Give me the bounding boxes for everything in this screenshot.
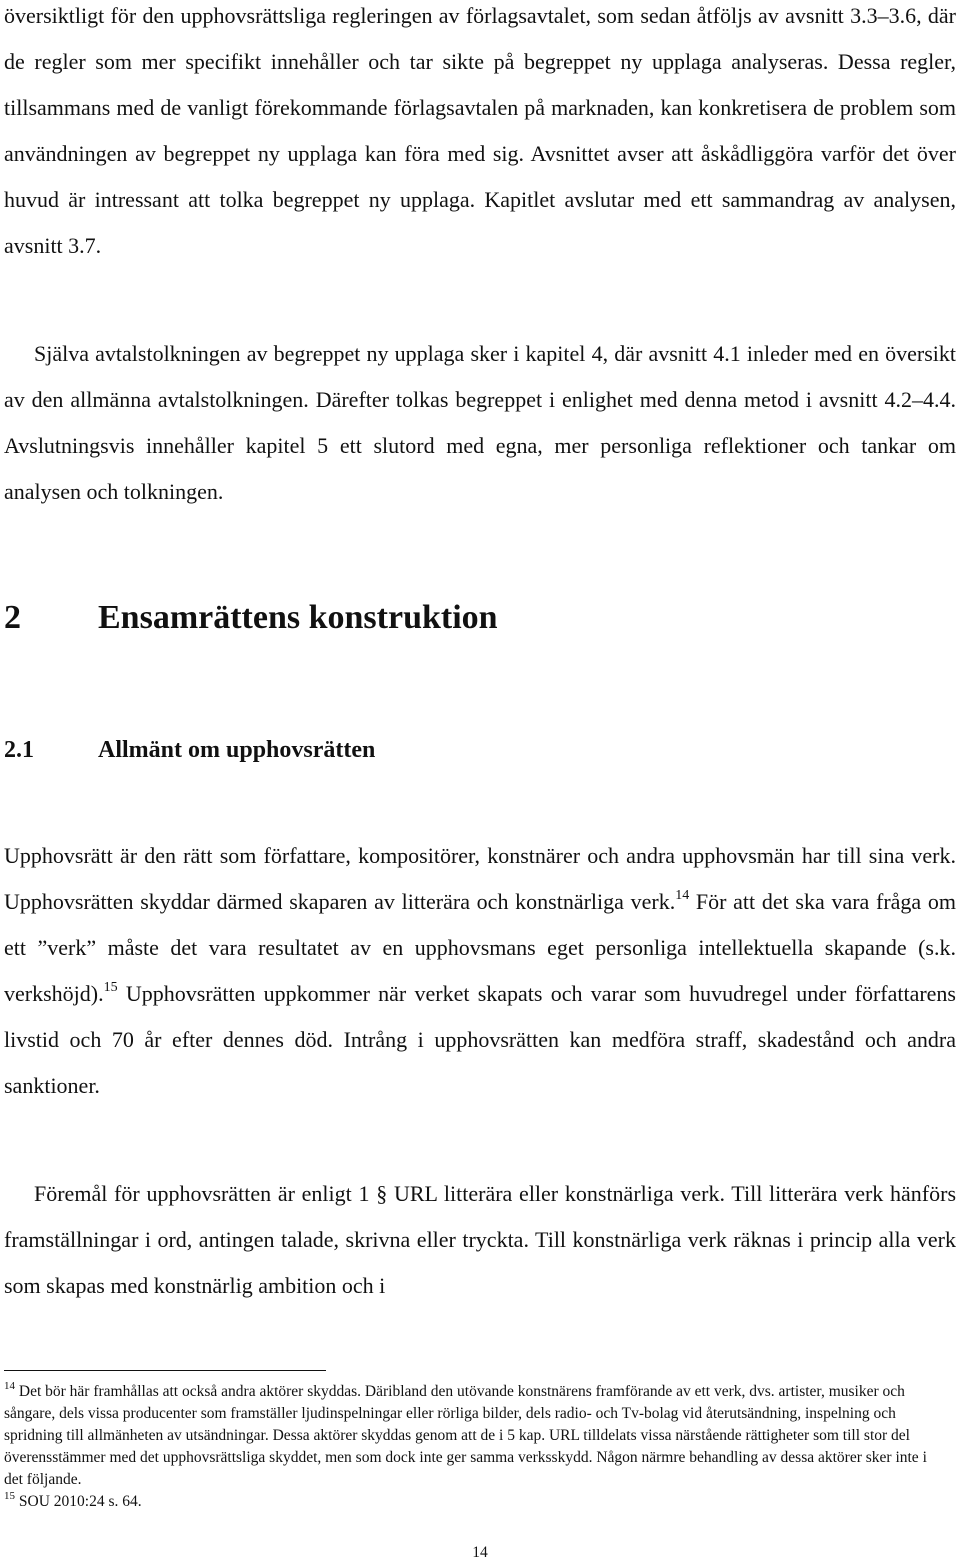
footnote-number: 15 (4, 1490, 15, 1502)
copyright-text-part-1: Upphovsrätt är den rätt som författare, kompositörer, konstnärer och andra upphovsmän har till sina verk. Upphovsrätten skyddar därmed skaparen av litterära och konstnärliga verk. (4, 843, 956, 914)
body-paragraph-subject-matter: Föremål för upphovsrätten är enligt 1 § URL litterära eller konstnärliga verk. Till litterära verk hänförs framställningar i ord, antingen talade, skrivna eller tryckta. Till konstnärliga verk räknas i princip alla verk som skapas med konstnärlig ambition och i (4, 1181, 956, 1298)
section-heading (4, 732, 375, 768)
body-paragraph-copyright (4, 833, 956, 1109)
copyright-text-part-2: För att det ska vara fråga om ett ”verk” måste det vara resultatet av en upphovsmans eget personliga intellektuella skapande (s.k. verkshöjd). (4, 889, 956, 1006)
footnote-reference-15[interactable]: 15 (103, 980, 118, 995)
footnote-separator (4, 1370, 326, 1371)
footnote-15 (4, 1491, 934, 1513)
page-number: 14 (472, 1544, 488, 1561)
footnote-number: 14 (4, 1380, 15, 1392)
footnote-reference-14[interactable]: 14 (675, 888, 690, 903)
copyright-text-part-3: Upphovsrätten uppkommer när verket skapats och varar som huvudregel under författarens livstid och 70 år efter dennes död. Intrång i upphovsrätten kan medföra straff, skadestånd och andra sanktioner. (4, 981, 956, 1098)
footnote-14 (4, 1381, 934, 1491)
chapter-title: Ensamrättens konstruktion (98, 599, 498, 636)
footnotes (4, 1381, 934, 1513)
chapter-number: 2 (4, 599, 21, 636)
footnote-text: Det bör här framhållas att också andra aktörer skyddas. Däribland den utövande konstnärens framförande av ett verk, dvs. artister, musiker och sångare, dels vissa producenter som framställer ljudinspelningar eller rörliga bilder, dels radio- och Tv-bolag vid återutsändning, inspelning och spridning till allmänheten av utsändningar. Dessa aktörer skyddas genom att de i 5 kap. URL tilldelats vissa närstående rättigheter som till stor del överensstämmer med det upphovsrättsliga skyddet, men som dock inte ger samma verksskydd. Någon närmre behandling av dessa aktörer sker inte i det följande. (4, 1383, 927, 1488)
section-number: 2.1 (4, 737, 34, 763)
footnote-text: SOU 2010:24 s. 64. (15, 1493, 142, 1510)
section-title: Allmänt om upphovsrätten (98, 737, 376, 763)
body-paragraph-intro: översiktligt för den upphovsrättsliga regleringen av förlagsavtalet, som sedan åtföljs av avsnitt 3.3–3.6, där de regler som mer specifikt innehåller och tar sikte på begreppet ny upplaga analyseras. Dessa regler, tillsammans med de vanligt förekommande förlagsavtalen på marknaden, kan konkretisera de problem som användningen av begreppet ny upplaga kan föra med sig. Avsnittet avser att åskådliggöra varför det över huvud är intressant att tolka begreppet ny upplaga. Kapitlet avslutar med ett sammandrag av analysen, avsnitt 3.7. (4, 3, 956, 258)
body-paragraph-outline: Själva avtalstolkningen av begreppet ny upplaga sker i kapitel 4, där avsnitt 4.1 inleder med en översikt av den allmänna avtalstolkningen. Därefter tolkas begreppet i enlighet med denna metod i avsnitt 4.2–4.4. Avslutningsvis innehåller kapitel 5 ett slutord med egna, mer personliga reflektioner och tankar om analysen och tolkningen. (4, 341, 956, 504)
chapter-heading (4, 596, 498, 640)
